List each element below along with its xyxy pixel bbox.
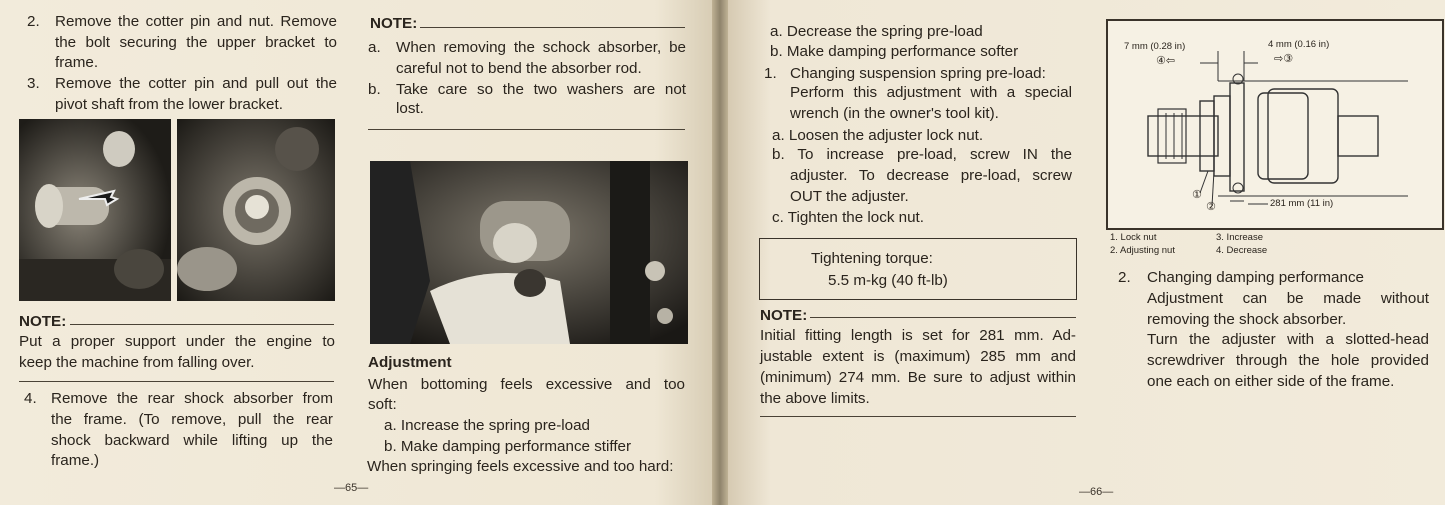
- callout-lock-nut: ①: [1192, 189, 1202, 201]
- step-4-number: 4.: [24, 390, 37, 407]
- adjustment-line-2: soft:: [368, 396, 397, 413]
- right-column-1: [728, 0, 1088, 505]
- right-column-2: [1108, 0, 1438, 505]
- left-column-2: [360, 0, 705, 505]
- step-1-line-3: wrench (in the owner's tool kit).: [790, 105, 999, 122]
- step-4-line-2: the frame. (To remove, pull the rear: [51, 411, 333, 428]
- adjustment-line-3: When springing feels excessive and too hard:: [367, 458, 674, 475]
- note-label: NOTE:: [760, 307, 808, 324]
- sub-step-b-line-2: adjuster. To decrease pre-load, screw: [790, 167, 1072, 184]
- step-2-number: 2.: [27, 13, 40, 30]
- step-2-line-2: the bolt securing the upper bracket to: [55, 34, 337, 51]
- note-rule-top: [810, 317, 1076, 318]
- increase-marker: ⇨③: [1274, 53, 1294, 65]
- photo-pivot-shaft-right: [177, 119, 335, 301]
- item-a: a. Decrease the spring pre-load: [770, 23, 983, 40]
- note-rule-bottom: [19, 381, 334, 382]
- legend-item-3: 3. Increase: [1216, 232, 1263, 243]
- step-4-line-1: Remove the rear shock absorber from: [51, 390, 333, 407]
- sub-step-b-line-1: b. To increase pre-load, screw IN the: [772, 146, 1072, 163]
- note-line-4: the above limits.: [760, 390, 870, 407]
- page-number: —65—: [334, 482, 369, 494]
- legend-item-4: 4. Decrease: [1216, 245, 1268, 256]
- sub-step-a: a. Loosen the adjuster lock nut.: [772, 127, 984, 144]
- torque-label: Tightening torque:: [811, 250, 933, 267]
- sub-step-b-line-3: OUT the adjuster.: [790, 188, 909, 205]
- step-3-line-2: pivot shaft from the lower bracket.: [55, 96, 283, 113]
- step-2-line-6: one each on either side of the frame.: [1147, 373, 1395, 390]
- adjustment-item-b: b. Make damping performance stiffer: [384, 438, 632, 455]
- adjustment-item-a: a. Increase the spring pre-load: [384, 417, 590, 434]
- step-3-line-1: Remove the cotter pin and pull out the: [55, 75, 337, 92]
- step-2-number: 2.: [1118, 269, 1131, 286]
- legend-item-1: 1. Lock nut: [1110, 232, 1157, 243]
- decrease-marker: ④⇦: [1156, 55, 1176, 67]
- note-line-2: keep the machine from falling over.: [19, 354, 255, 371]
- note-line-2: justable extent is (maximum) 285 mm and: [760, 348, 1076, 365]
- legend-item-2: 2. Adjusting nut: [1110, 245, 1175, 256]
- note-b-label: b.: [368, 81, 381, 98]
- note-b-line-1: Take care so the two washers are not: [396, 81, 686, 98]
- adjustment-line-1: When bottoming feels excessive and too: [368, 376, 685, 393]
- step-2-line-2: Adjustment can be made without: [1147, 290, 1429, 307]
- note-a-line-2: careful not to bend the absorber rod.: [396, 60, 642, 77]
- photo-pivot-shaft-left: [19, 119, 171, 301]
- page-number: —66—: [1079, 486, 1114, 498]
- step-2-line-1: Remove the cotter pin and nut. Remove: [55, 13, 337, 30]
- note-rule-bottom: [760, 416, 1076, 417]
- step-2-line-4: Turn the adjuster with a slotted-head: [1147, 331, 1429, 348]
- note-rule-bottom: [368, 129, 685, 130]
- step-2-line-1: Changing damping performance: [1147, 269, 1364, 286]
- step-4-line-3: shock backward while lifting up the: [51, 432, 333, 449]
- book-gutter: [712, 0, 728, 505]
- callout-adjusting-nut: ②: [1206, 201, 1216, 213]
- torque-value: 5.5 m-kg (40 ft-lb): [828, 272, 948, 289]
- step-1-line-2: Perform this adjustment with a special: [790, 84, 1072, 101]
- note-label: NOTE:: [370, 15, 418, 32]
- note-line-3: (minimum) 274 mm. Be sure to adjust within: [760, 369, 1076, 386]
- left-column-1: [0, 0, 340, 505]
- left-page: [0, 0, 712, 505]
- length-label: 281 mm (11 in): [1270, 198, 1334, 209]
- step-1-number: 1.: [764, 65, 777, 82]
- item-b: b. Make damping performance softer: [770, 43, 1019, 60]
- photo-shock-absorber: [370, 161, 688, 344]
- note-line-1: Put a proper support under the engine to: [19, 333, 335, 350]
- sub-step-c: c. Tighten the lock nut.: [772, 209, 924, 226]
- adjustment-heading: Adjustment: [368, 354, 452, 371]
- note-rule-top: [70, 324, 334, 325]
- note-a-line-1: When removing the schock absorber, be: [396, 39, 686, 56]
- torque-box: [759, 238, 1077, 300]
- step-1-line-1: Changing suspension spring pre-load:: [790, 65, 1046, 82]
- step-2-line-3: removing the shock absorber.: [1147, 311, 1347, 328]
- step-2-line-3: frame.: [55, 54, 99, 71]
- right-page: [728, 0, 1445, 505]
- step-4-line-4: frame.): [51, 452, 100, 469]
- note-label: NOTE:: [19, 313, 67, 330]
- note-rule-top: [420, 27, 685, 28]
- note-line-1: Initial fitting length is set for 281 mm. Ad-: [760, 327, 1076, 344]
- note-b-line-2: lost.: [396, 100, 424, 117]
- step-3-number: 3.: [27, 75, 40, 92]
- note-a-label: a.: [368, 39, 381, 56]
- step-2-line-5: screwdriver through the hole provided: [1147, 352, 1429, 369]
- dimension-right-label: 4 mm (0.16 in): [1268, 39, 1330, 50]
- dimension-left-label: 7 mm (0.28 in): [1124, 41, 1186, 52]
